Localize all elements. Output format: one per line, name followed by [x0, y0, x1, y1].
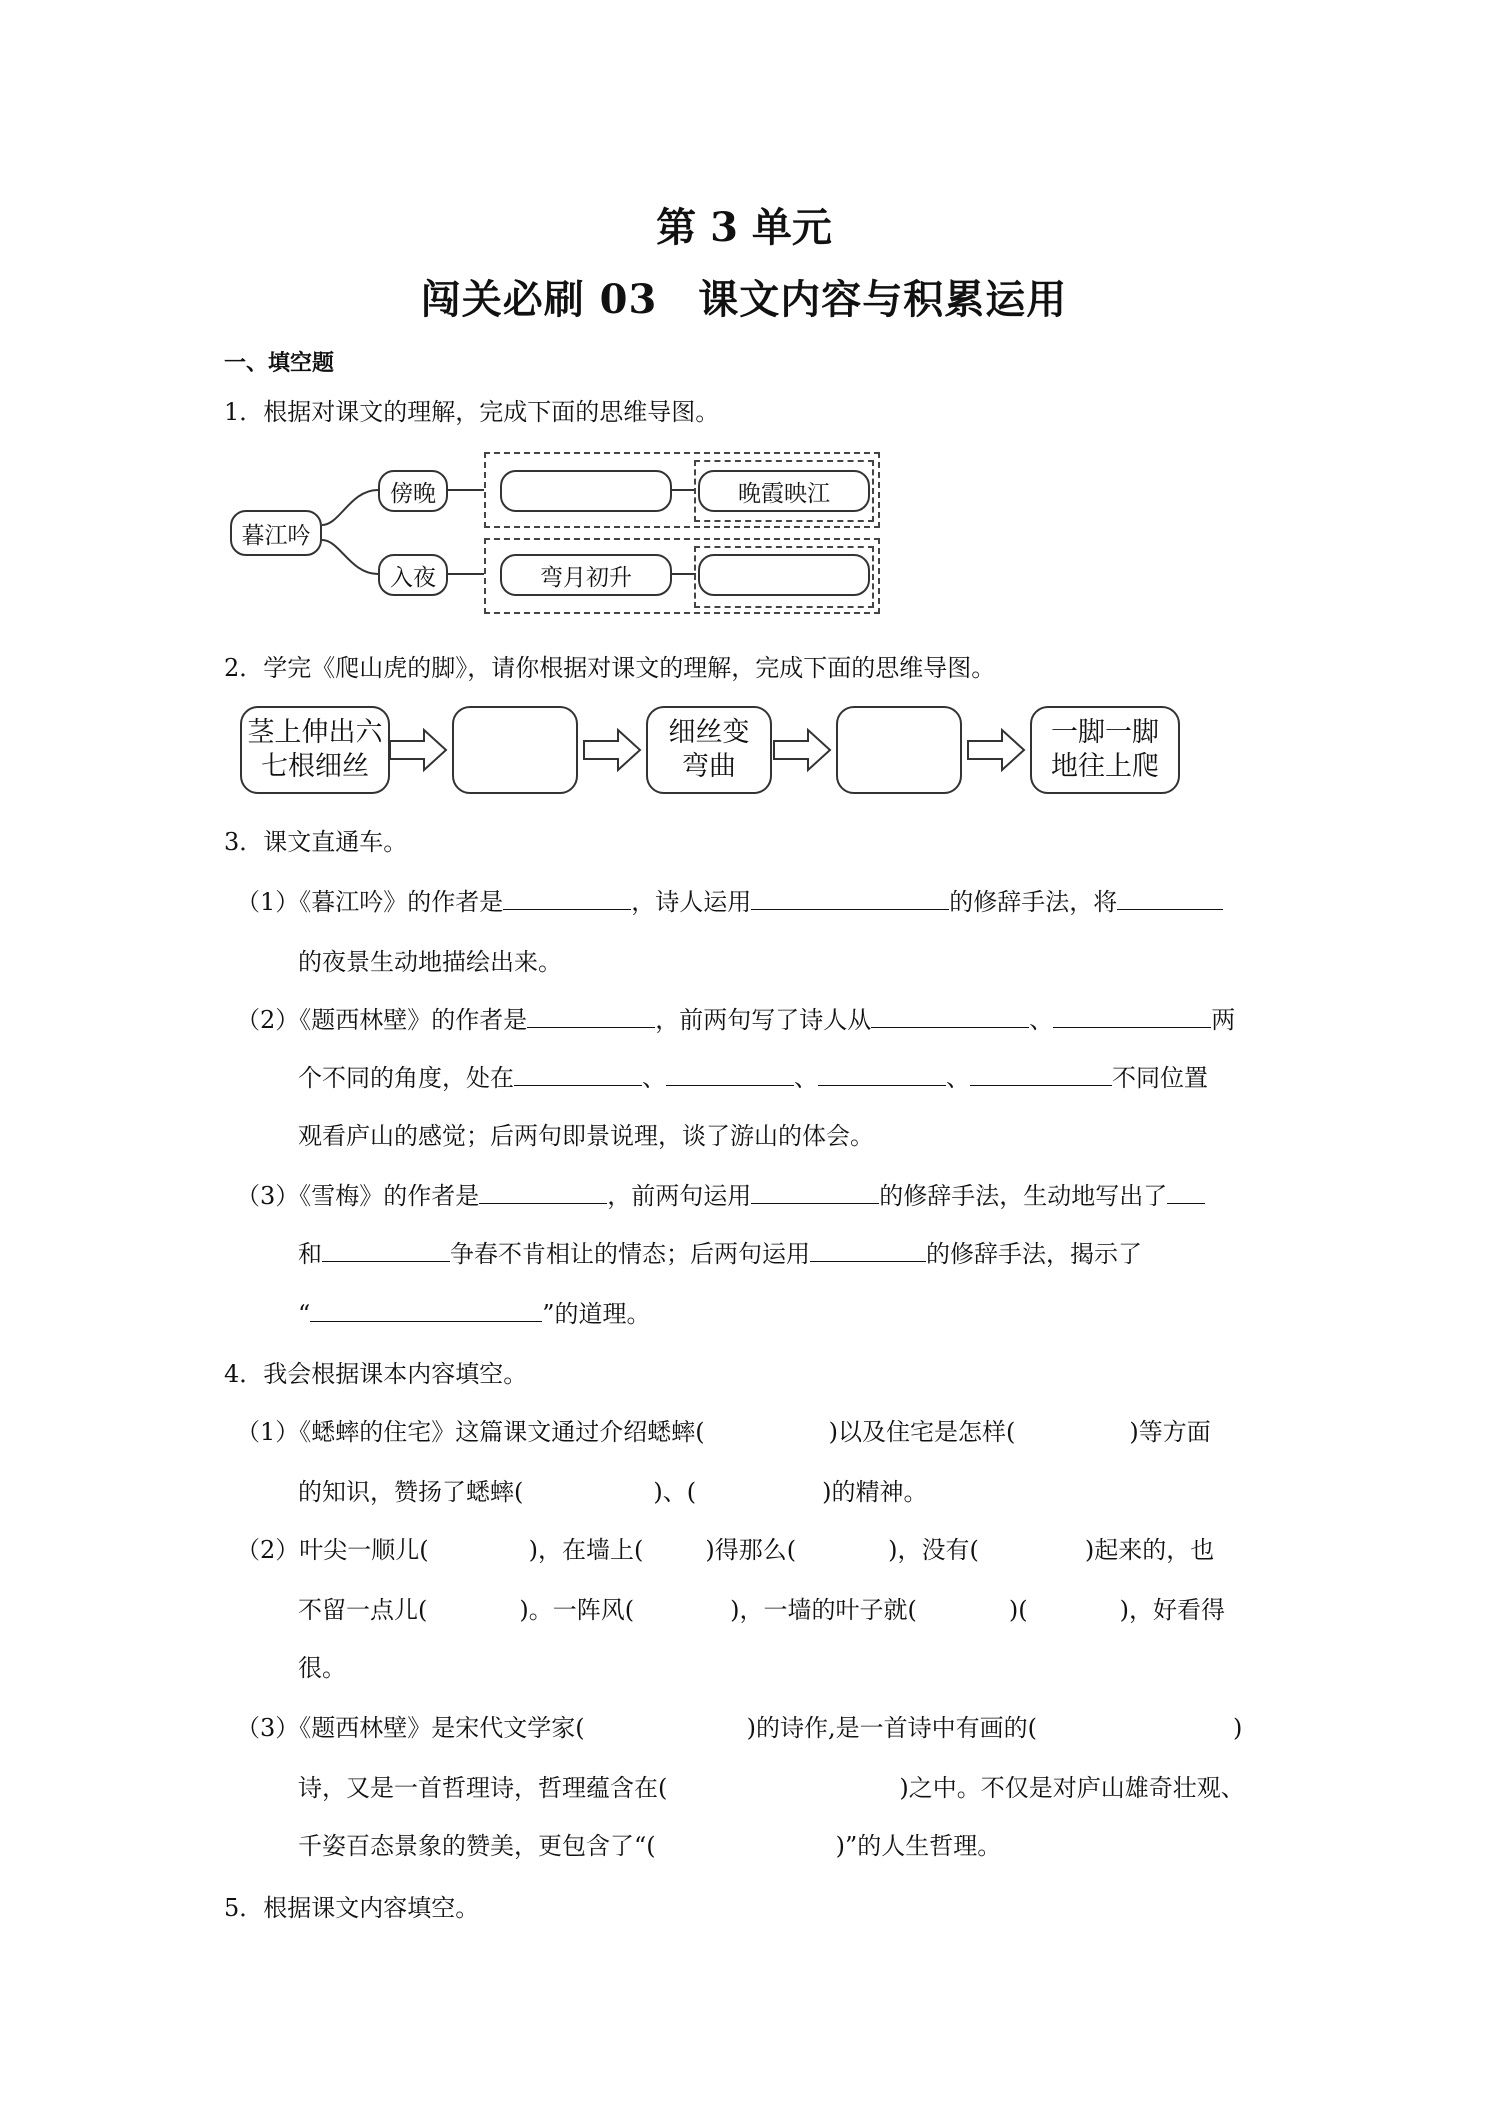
question-4-3-line-3: [298, 1826, 1001, 1861]
text: )，好看得: [1119, 1596, 1225, 1624]
text: )，一墙的叶子就(: [730, 1596, 917, 1624]
text: 的修辞手法，将: [949, 888, 1118, 916]
question-4-1-line-2: [298, 1472, 927, 1507]
answer-blank[interactable]: [751, 883, 949, 910]
text: )、(: [653, 1478, 697, 1506]
text: )”的人生哲理。: [835, 1832, 1002, 1860]
mind-map-node-bottom-left: 弯月初升: [500, 554, 672, 596]
text: )，在墙上(: [528, 1536, 644, 1564]
text: )以及住宅是怎样(: [828, 1418, 1016, 1446]
arrow-right-icon: [774, 730, 830, 770]
text: ”的道理。: [542, 1300, 651, 1328]
text: 千姿百态景象的赞美，更包含了“(: [298, 1832, 656, 1860]
answer-blank[interactable]: [1167, 1177, 1205, 1204]
text: )，没有(: [888, 1536, 979, 1564]
answer-blank[interactable]: [503, 883, 631, 910]
question-3-3-line-1: [236, 1176, 1205, 1211]
text: )得那么(: [705, 1536, 797, 1564]
text: )之中。不仅是对庐山雄奇壮观、: [899, 1774, 1245, 1802]
mind-map-blank-bottom[interactable]: [698, 554, 870, 596]
text: （1）《暮江吟》的作者是: [236, 888, 504, 916]
question-4-3-line-2: [298, 1768, 1245, 1803]
text: 、: [794, 1064, 818, 1092]
text: )(: [1008, 1596, 1028, 1624]
mind-map-subgroup-bottom: [694, 546, 874, 608]
question-3-3-line-2: [298, 1234, 1142, 1269]
text: （3）《题西林壁》是宋代文学家(: [236, 1714, 585, 1742]
flow-step-3: 细丝变 弯曲: [646, 706, 772, 794]
question-3-2-line-1: [236, 1000, 1235, 1035]
question-3-3-line-3: [298, 1294, 651, 1329]
question-4-2-line-3: 很。: [298, 1654, 346, 1682]
text: )起来的，也: [1084, 1536, 1215, 1564]
question-3-1-line-2: 的夜景生动地描绘出来。: [298, 948, 562, 976]
mind-map-subgroup-top: [694, 460, 874, 522]
text: 个不同的角度，处在: [298, 1064, 514, 1092]
mind-map-root: 暮江吟: [230, 510, 322, 556]
mind-map-group-top: [484, 452, 880, 528]
question-2-prompt: 2．学完《爬山虎的脚》，请你根据对课文的理解，完成下面的思维导图。: [224, 654, 996, 682]
answer-blank[interactable]: [1117, 883, 1223, 910]
question-3-2-line-2: [298, 1058, 1208, 1093]
answer-blank[interactable]: [751, 1177, 879, 1204]
flow-step-5: 一脚一脚 地往上爬: [1030, 706, 1180, 794]
question-4-prompt: 4．我会根据课本内容填空。: [224, 1360, 528, 1388]
text: 的知识，赞扬了蟋蟀(: [298, 1478, 524, 1506]
text: ，前两句运用: [607, 1182, 752, 1210]
text: （1）《蟋蟀的住宅》这篇课文通过介绍蟋蟀(: [236, 1418, 705, 1446]
text: )等方面: [1129, 1418, 1211, 1446]
text: 不留一点儿(: [298, 1596, 428, 1624]
answer-blank[interactable]: [871, 1001, 1029, 1028]
arrow-right-icon: [968, 730, 1024, 770]
text: （2）《题西林壁》的作者是: [236, 1006, 528, 1034]
answer-blank[interactable]: [970, 1059, 1112, 1086]
answer-blank[interactable]: [666, 1059, 794, 1086]
page-title: 闯关必刷 03 课文内容与积累运用: [420, 276, 1068, 323]
flow-step-2-blank[interactable]: [452, 706, 578, 794]
answer-blank[interactable]: [479, 1177, 607, 1204]
answer-blank[interactable]: [514, 1059, 642, 1086]
question-4-3-line-1: [236, 1708, 1242, 1743]
question-1-prompt: 1．根据对课文的理解，完成下面的思维导图。: [224, 398, 720, 426]
unit-title: 第 3 单元: [656, 204, 832, 251]
text: ，前两句写了诗人从: [655, 1006, 872, 1034]
text: )的精神。: [822, 1478, 928, 1506]
text: 不同位置: [1112, 1064, 1208, 1092]
mind-map-group-bottom: [484, 538, 880, 614]
answer-blank[interactable]: [322, 1235, 450, 1262]
question-3-prompt: 3．课文直通车。: [224, 828, 408, 856]
answer-blank[interactable]: [1053, 1001, 1211, 1028]
text: ，诗人运用: [631, 888, 752, 916]
text: 、: [642, 1064, 666, 1092]
answer-blank[interactable]: [527, 1001, 655, 1028]
flow-step-4-blank[interactable]: [836, 706, 962, 794]
text: 和: [298, 1240, 322, 1268]
question-5-prompt: 5．根据课文内容填空。: [224, 1894, 480, 1922]
mind-map-blank-top[interactable]: [500, 470, 672, 512]
section-heading: 一、填空题: [224, 350, 335, 376]
text: )。一阵风(: [519, 1596, 635, 1624]
text: （2）叶尖一顺儿(: [236, 1536, 429, 1564]
answer-blank[interactable]: [810, 1235, 926, 1262]
question-4-2-line-2: [298, 1590, 1225, 1625]
text: （3）《雪梅》的作者是: [236, 1182, 480, 1210]
mind-map-branch-night: 入夜: [378, 554, 448, 596]
arrow-right-icon: [584, 730, 640, 770]
text: 、: [946, 1064, 970, 1092]
question-3-1-line-1: [236, 882, 1223, 917]
text: )的诗作,是一首诗中有画的(: [746, 1714, 1037, 1742]
text: “: [298, 1300, 311, 1328]
question-3-2-line-3: 观看庐山的感觉；后两句即景说理，谈了游山的体会。: [298, 1122, 874, 1150]
text: ): [1233, 1714, 1243, 1742]
flow-step-1: 茎上伸出六 七根细丝: [240, 706, 390, 794]
question-4-1-line-1: [236, 1412, 1211, 1447]
text: 两: [1211, 1006, 1236, 1034]
mind-map-node-top-right: 晚霞映江: [698, 470, 870, 512]
text: 、: [1029, 1006, 1054, 1034]
mind-map-branch-evening: 傍晚: [378, 470, 448, 512]
text: 的修辞手法，揭示了: [926, 1240, 1142, 1268]
text: 争春不肯相让的情态；后两句运用: [450, 1240, 810, 1268]
text: 诗，又是一首哲理诗，哲理蕴含在(: [298, 1774, 668, 1802]
text: 的修辞手法，生动地写出了: [879, 1182, 1168, 1210]
answer-blank[interactable]: [818, 1059, 946, 1086]
answer-blank[interactable]: [310, 1295, 542, 1322]
arrow-right-icon: [390, 730, 446, 770]
question-4-2-line-1: [236, 1530, 1214, 1565]
